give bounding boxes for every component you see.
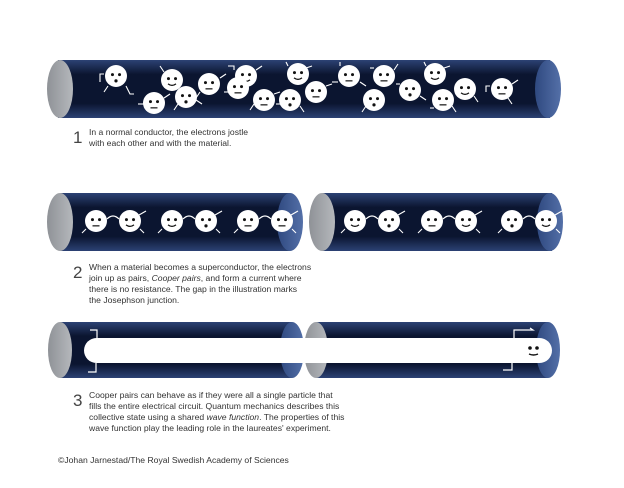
caption-text: Cooper pairs can behave as if they were all a single particle that — [89, 390, 333, 400]
electron — [344, 210, 366, 232]
electron — [535, 210, 557, 232]
caption-text: , and form a current where — [200, 273, 302, 283]
caption-line — [89, 423, 344, 434]
step-number: 2 — [73, 263, 83, 282]
caption-line — [89, 284, 311, 295]
tube-end — [535, 60, 561, 118]
step-3 — [73, 390, 344, 434]
image-credit: ©Johan Jarnestad/The Royal Swedish Academy of Sciences — [58, 455, 289, 465]
step-number: 1 — [73, 128, 83, 147]
caption-line — [89, 295, 311, 306]
caption-line — [89, 412, 344, 423]
electron — [237, 210, 259, 232]
caption-text: the Josephson junction. — [89, 295, 180, 305]
electron — [378, 210, 400, 232]
caption-term: Cooper pairs — [151, 273, 201, 283]
step-1 — [73, 127, 248, 149]
caption-text: wave function play the leading role in the laureates' experiment. — [89, 423, 331, 433]
electron — [85, 210, 107, 232]
step-caption — [89, 262, 311, 306]
caption-text: join up as pairs, — [89, 273, 152, 283]
tube-cap — [309, 193, 335, 251]
step-caption — [89, 127, 248, 149]
tube-cap — [47, 193, 73, 251]
electron — [161, 210, 183, 232]
caption-line — [89, 273, 311, 284]
step-caption — [89, 390, 344, 434]
electron — [195, 210, 217, 232]
caption-term: wave function — [206, 412, 260, 422]
electron — [119, 210, 141, 232]
caption-text: collective state using a shared — [89, 412, 207, 422]
step-2 — [73, 262, 311, 306]
caption-text: When a material becomes a superconductor, the electrons — [89, 262, 312, 272]
electron — [421, 210, 443, 232]
caption-text: fills the entire electrical circuit. Quantum mechanics describes this — [89, 401, 340, 411]
caption-text: . The properties of this — [259, 412, 345, 422]
caption-line — [89, 390, 344, 401]
tube-cap — [47, 60, 73, 118]
caption-line — [89, 401, 344, 412]
step-number: 3 — [73, 391, 83, 410]
caption-text: there is no resistance. The gap in the illustration marks — [89, 284, 298, 294]
tube-cap — [48, 322, 72, 378]
electron — [501, 210, 523, 232]
electron — [455, 210, 477, 232]
caption-line — [89, 127, 248, 138]
caption-text: In a normal conductor, the electrons jostle — [89, 127, 249, 137]
caption-text: with each other and with the material. — [89, 138, 232, 148]
electron — [271, 210, 293, 232]
caption-line — [89, 138, 248, 149]
caption-line — [89, 262, 311, 273]
